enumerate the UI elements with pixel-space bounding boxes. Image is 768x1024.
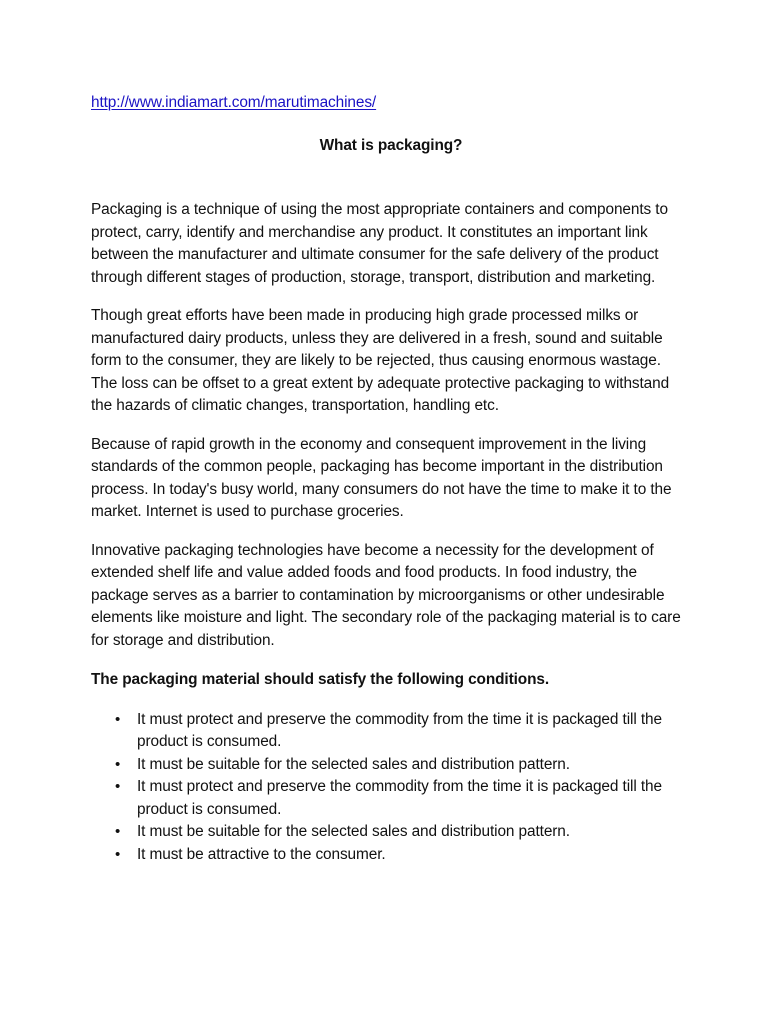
paragraph: Packaging is a technique of using the most appropriate containers and components to protect, carry, identify and merchandise any product. It constitutes an important link between the manufacturer and ultimate consumer for the safe delivery of the product through different stages of production, storage, transport, distribution and marketing. (91, 201, 668, 286)
list-item-text: It must protect and preserve the commodity from the time it is packaged till the product is consumed. (137, 710, 662, 750)
bullet-icon: • (115, 710, 121, 728)
document-body (91, 92, 691, 866)
list-item-text: It must protect and preserve the commodity from the time it is packaged till the product is consumed. (137, 778, 662, 818)
conditions-list (91, 709, 691, 867)
bullet-icon: • (115, 823, 121, 840)
source-link[interactable]: http://www.indiamart.com/marutimachines/ (91, 94, 377, 111)
list-item-text: It must be suitable for the selected sales and distribution pattern. (137, 755, 570, 773)
document-title: What is packaging? (319, 136, 463, 154)
paragraph: Though great efforts have been made in producing high grade processed milks or manufactured dairy products, unless they are delivered in a fresh, sound and suitable form to the consumer, they are likely to be rejected, thus causing enormous wastage. The loss can be offset to a great extent by adequate protective packaging to withstand the hazards of climatic changes, transportation, handling etc. (91, 307, 670, 414)
list-item (91, 709, 667, 754)
list-item (91, 754, 667, 777)
bullet-icon: • (115, 778, 121, 795)
bullet-icon: • (115, 845, 121, 863)
list-item (91, 844, 667, 867)
list-item (91, 821, 667, 844)
bullet-icon: • (115, 755, 121, 773)
paragraph: Because of rapid growth in the economy and consequent improvement in the living standards of the common people, packaging has become important in the distribution process. In today's busy world, many consumers do not have the time to make it to the market. Internet is used to purchase groceries. (91, 435, 672, 520)
paragraph: Innovative packaging technologies have become a necessity for the development of extended shelf life and value added foods and food products. In food industry, the package serves as a barrier to contamination by microorganisms or other undesirable elements like moisture and light. The secondary role of the packaging material is to care for storage and distribution. (91, 541, 681, 649)
conditions-heading: The packaging material should satisfy the following conditions. (91, 671, 550, 688)
list-item-text: It must be attractive to the consumer. (137, 845, 386, 863)
list-item (91, 776, 667, 821)
list-item-text: It must be suitable for the selected sales and distribution pattern. (137, 823, 570, 840)
